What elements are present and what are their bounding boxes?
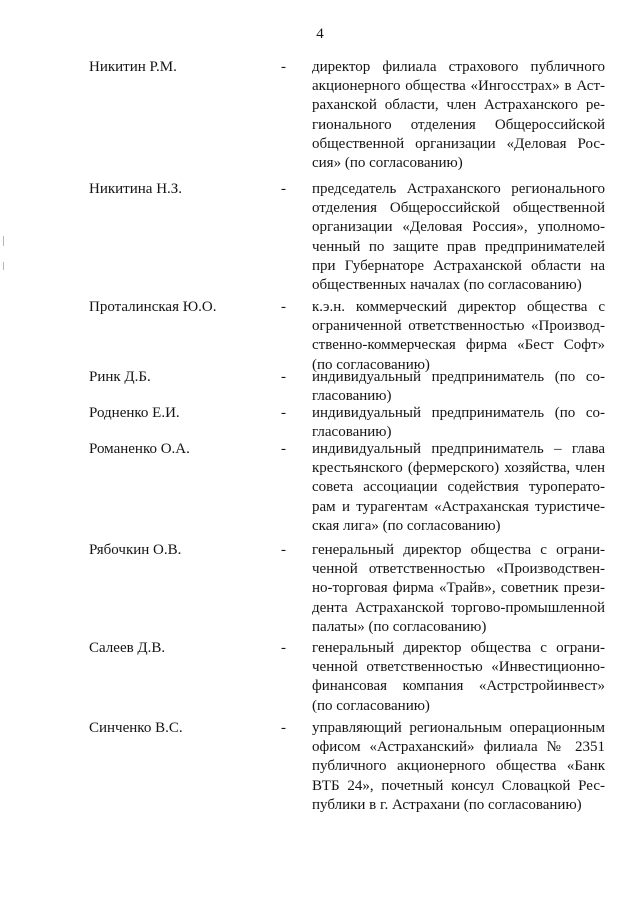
- scan-mark: [3, 236, 4, 246]
- member-name: Родненко Е.И.: [89, 405, 180, 421]
- member-dash: -: [281, 405, 286, 421]
- member-name: Ринк Д.Б.: [89, 369, 151, 385]
- member-description: управляющий региональным операционным офисом «Астраханский» филиала № 2351 публичного акционерного общества «Банк ВТБ 24», почетный консул Словацкой Рес- публики в г. Астрахани (по согласованию): [312, 720, 605, 813]
- member-dash: -: [281, 542, 286, 558]
- member-dash: -: [281, 441, 286, 457]
- scan-mark: [3, 262, 4, 270]
- member-dash: -: [281, 369, 286, 385]
- member-name: Романенко О.А.: [89, 441, 190, 457]
- member-name: Никитина Н.З.: [89, 181, 183, 197]
- member-name: Синченко В.С.: [89, 720, 183, 736]
- member-name: Проталинская Ю.О.: [89, 299, 217, 315]
- member-description: директор филиала страхового публичного акционерного общества «Ингосстрах» в Аст- раханской области, член Астраханского ре- гионального отделения Общероссийской общественной организации «Деловая Рос- сия» (по согласованию): [312, 59, 605, 171]
- member-dash: -: [281, 720, 286, 736]
- member-name: Рябочкин О.В.: [89, 542, 182, 558]
- member-dash: -: [281, 640, 286, 656]
- member-description: индивидуальный предприниматель – глава крестьянского (фермерского) хозяйства, член совета ассоциации содействия туроперато- рам и турагентам «Астраханская туристиче- ская лига» (по согласованию): [312, 441, 605, 534]
- member-description: генеральный директор общества с ограни- ченной ответственностью «Инвестиционно- финансовая компания «Астрстройинвест» (по согласованию): [312, 640, 605, 714]
- member-dash: -: [281, 181, 286, 197]
- member-name: Салеев Д.В.: [89, 640, 166, 656]
- member-description: индивидуальный предприниматель (по со- гласованию): [312, 405, 605, 441]
- member-description: председатель Астраханского регионального отделения Общероссийской общественной организации «Деловая Россия», уполномо- ченный по защите прав предпринимателей при Губернаторе Астраханской области на общественных началах (по согласованию): [312, 181, 605, 293]
- member-description: генеральный директор общества с ограни- ченной ответственностью «Производствен- но-торговая фирма «Трайв», советник прези- дента Астраханской торгово-промышленной палаты» (по согласованию): [312, 542, 605, 635]
- member-description: индивидуальный предприниматель (по со- гласованию): [312, 369, 605, 405]
- member-name: Никитин Р.М.: [89, 59, 177, 75]
- member-description: к.э.н. коммерческий директор общества с ограниченной ответственностью «Производ- ственно-коммерческая фирма «Бест Софт» (по согласованию): [312, 299, 605, 373]
- member-dash: -: [281, 299, 286, 315]
- member-dash: -: [281, 59, 286, 75]
- page-number: 4: [316, 26, 324, 42]
